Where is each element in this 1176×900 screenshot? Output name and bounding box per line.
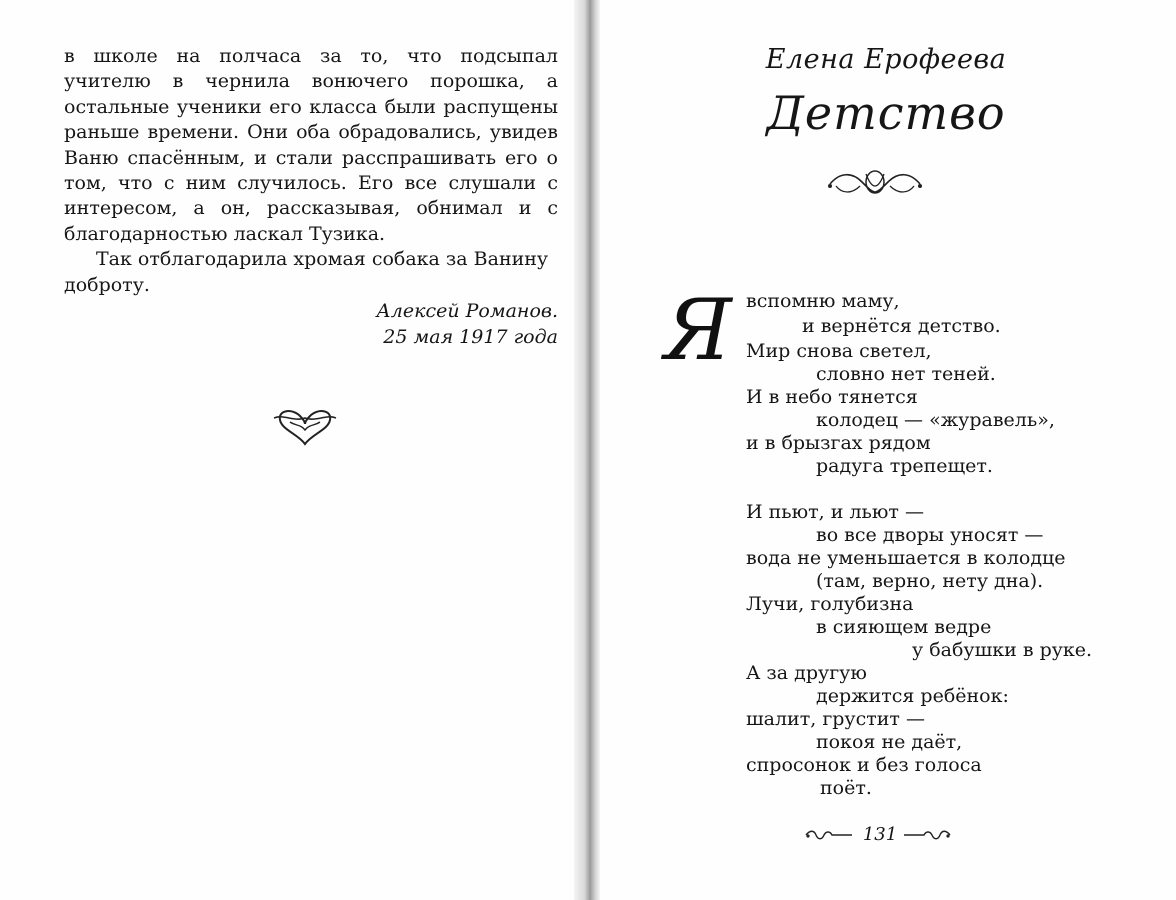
poem-dropcap: Я [664,281,732,379]
poem-line: поёт. [820,777,872,799]
poem-line: держится ребёнок: [816,685,1009,707]
signature-date: 25 мая 1917 года [383,326,558,348]
poem-line: спросонок и без голоса [746,754,982,776]
poem-line: Мир снова светел, [746,340,932,362]
right-scroll-ornament-icon [902,829,952,841]
story-text [64,44,558,298]
poem-line: А за другую [746,662,867,684]
poem-line: вспомню маму, [746,290,900,312]
signature-author: Алексей Романов. [376,300,558,322]
poem-title: Детство [766,86,1006,140]
story-paragraph: в школе на полчаса за то, что подсыпал учителю в чернила вонючего порошка, а остальные ученики его класса были распущены раньше времени. Они оба обрадовались, увидев Ваню спасённым, и стали расспрашивать его о том, что с ним случилось. Его все слушали с интересом, а он, рассказывая, обнимал и с благодарностью ласкал Тузика. [64,45,558,245]
poem-line: Лучи, голубизна [746,593,914,615]
poem-line: словно нет теней. [816,363,996,385]
poem-line: (там, верно, нету дна). [816,570,1044,592]
poem-line: И пьют, и льют — [746,501,924,523]
story-signature [300,298,558,350]
poem-line: в сияющем ведре [816,616,992,638]
page-number: 131 [862,824,898,845]
poem-line: вода не уменьшается в колодце [746,547,1066,569]
flourish-ornament-icon [826,164,924,204]
poem-line: покоя не даёт, [816,731,963,753]
poem-line: И в небо тянется [746,386,918,408]
poem-line: шалит, грустит — [746,708,925,730]
poem-line: колодец — «журавель», [816,409,1055,431]
poem-line: радуга трепещет. [816,455,993,477]
page-number-footer [804,824,952,846]
left-scroll-ornament-icon [804,829,854,841]
poem-line: во все дворы уносят — [816,524,1044,546]
poem-author: Елена Ерофеева [765,44,1007,75]
poem-line: и в брызгах рядом [746,432,931,454]
poem-line: у бабушки в руке. [912,639,1093,661]
heart-ornament-icon [270,404,340,450]
poem-line: и вернётся детство. [802,315,1001,337]
story-paragraph: Так отблагодарила хромая собака за Ванину доброту. [64,248,549,296]
